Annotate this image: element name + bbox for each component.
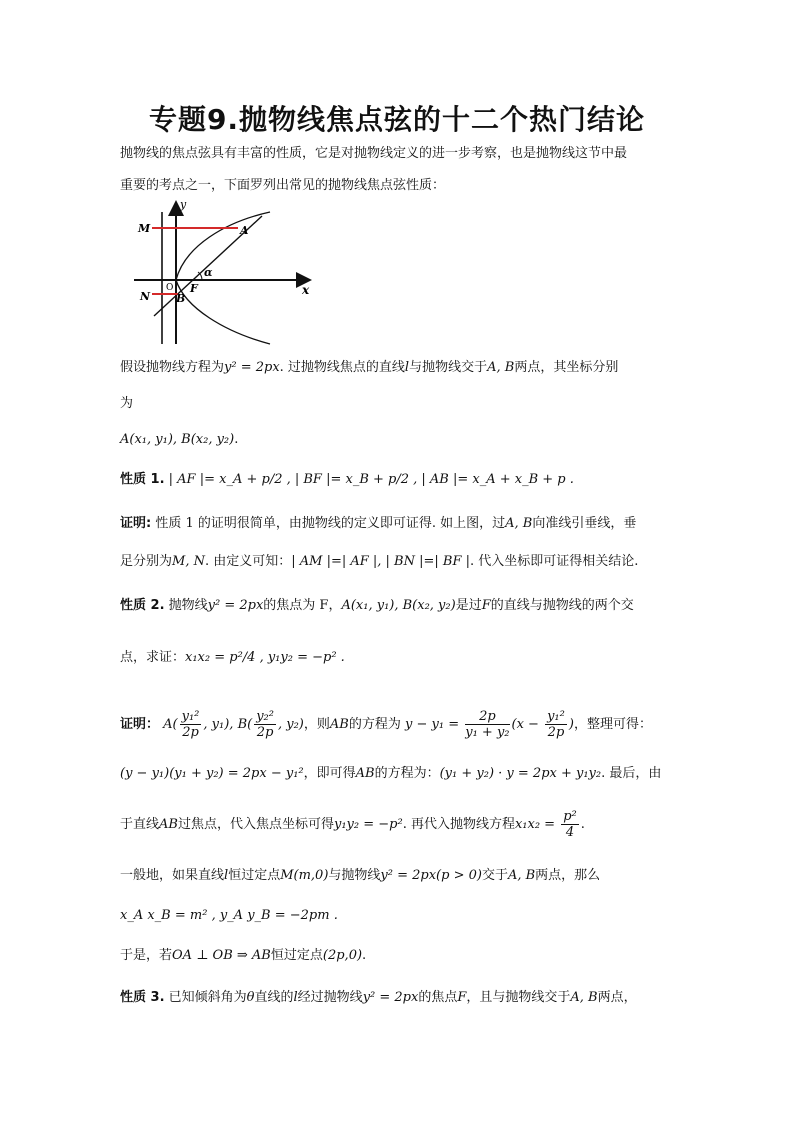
parabola-figure: [130, 198, 320, 346]
intro-line-2: 重要的考点之一，下面罗列出常见的抛物线焦点弦性质：: [120, 178, 446, 193]
label-N: N: [140, 290, 151, 303]
property-2-line-2: 点，求证：x₁x₂ = p²/4 , y₁y₂ = −p² .: [120, 650, 345, 665]
proof-2-line-2: (y − y₁)(y₁ + y₂) = 2px − y₁²，即可得AB的方程为：(y₁ + y₂) · y = 2px + y₁y₂. 最后，由: [120, 766, 662, 781]
proof-2-line-1: 证明： A( $\frac{\text{y₁²}}{2p}$ , y₁), B( $\frac{\text{y₂²}}{2p}$ , y₂)，则AB的方程为 y − y₁ = $\frac{2p}{\text{y₁ + y₂}}$ (x − $\frac{\text{y₁²}}{2p}$ )，整理可得：: [120, 709, 652, 740]
label-A: A: [240, 224, 249, 237]
proof-2-line-equation: y − y₁ = $\frac{2p}{\text{y₁ + y₂}}$ (x − $\frac{\text{y₁²}}{2p}$ ): [405, 709, 574, 740]
assume-line-2: 为: [120, 396, 134, 411]
proof-2-line-3: 于直线AB过焦点，代入焦点坐标可得y₁y₂ = −p². 再代入抛物线方程x₁x₂ = $\frac{\text{p²}}{4}$ .: [120, 809, 585, 840]
assume-coords: A(x₁, y₁), B(x₂, y₂).: [120, 432, 239, 447]
label-O: O: [166, 283, 174, 293]
proof-2-points: A( $\frac{\text{y₁²}}{2p}$ , y₁), B( $\frac{\text{y₂²}}{2p}$ , y₂): [163, 709, 304, 740]
general-result: x_A x_B = m² , y_A y_B = −2pm .: [120, 908, 338, 923]
assume-line: 假设抛物线方程为y² = 2px. 过抛物线焦点的直线l与抛物线交于A, B两点，其坐标分别: [120, 360, 619, 375]
label-B: B: [176, 292, 186, 305]
property-2-result: x₁x₂ = p²/4 , y₁y₂ = −p² .: [185, 650, 345, 665]
label-F: F: [190, 282, 198, 295]
parabola-curve: [176, 212, 270, 344]
label-x: x: [302, 283, 310, 297]
angle-arc: [198, 272, 202, 280]
property-1: 性质 1. | AF |= x_A + p/2 , | BF |= x_B + p/2 , | AB |= x_A + x_B + p .: [120, 472, 574, 487]
so-line: 于是，若OA ⊥ OB ⇒ AB恒过定点(2p,0).: [120, 948, 367, 963]
property-1-formula: | AF |= x_A + p/2 , | BF |= x_B + p/2 , | AB |= x_A + x_B + p .: [168, 472, 574, 487]
general-line-1: 一般地，如果直线l恒过定点M(m,0)与抛物线y² = 2px(p > 0)交于A, B两点，那么: [120, 868, 601, 883]
proof-1-line-2: 足分别为M, N. 由定义可知：| AM |=| AF |, | BN |=| BF |. 代入坐标即可证得相关结论.: [120, 554, 639, 569]
label-M: M: [138, 222, 151, 235]
property-3: 性质 3. 已知倾斜角为θ直线的l经过抛物线y² = 2px的焦点F，且与抛物线交于A, B两点，: [120, 990, 637, 1005]
label-y: y: [180, 198, 187, 211]
page-title: 专题9.抛物线焦点弦的十二个热门结论: [148, 103, 646, 136]
intro-line-1: 抛物线的焦点弦具有丰富的性质，它是对抛物线定义的进一步考察，也是抛物线这节中最: [120, 146, 628, 161]
general-line-2: [120, 906, 680, 926]
property-2-line-1: 性质 2. 抛物线y² = 2px的焦点为 F，A(x₁, y₁), B(x₂, y₂)是过F的直线与抛物线的两个交: [120, 598, 634, 613]
label-alpha: α: [204, 266, 213, 279]
proof-1-line-1: 证明: 性质 1 的证明很简单，由抛物线的定义即可证得. 如上图，过A, B向准线引垂线，垂: [120, 516, 637, 531]
